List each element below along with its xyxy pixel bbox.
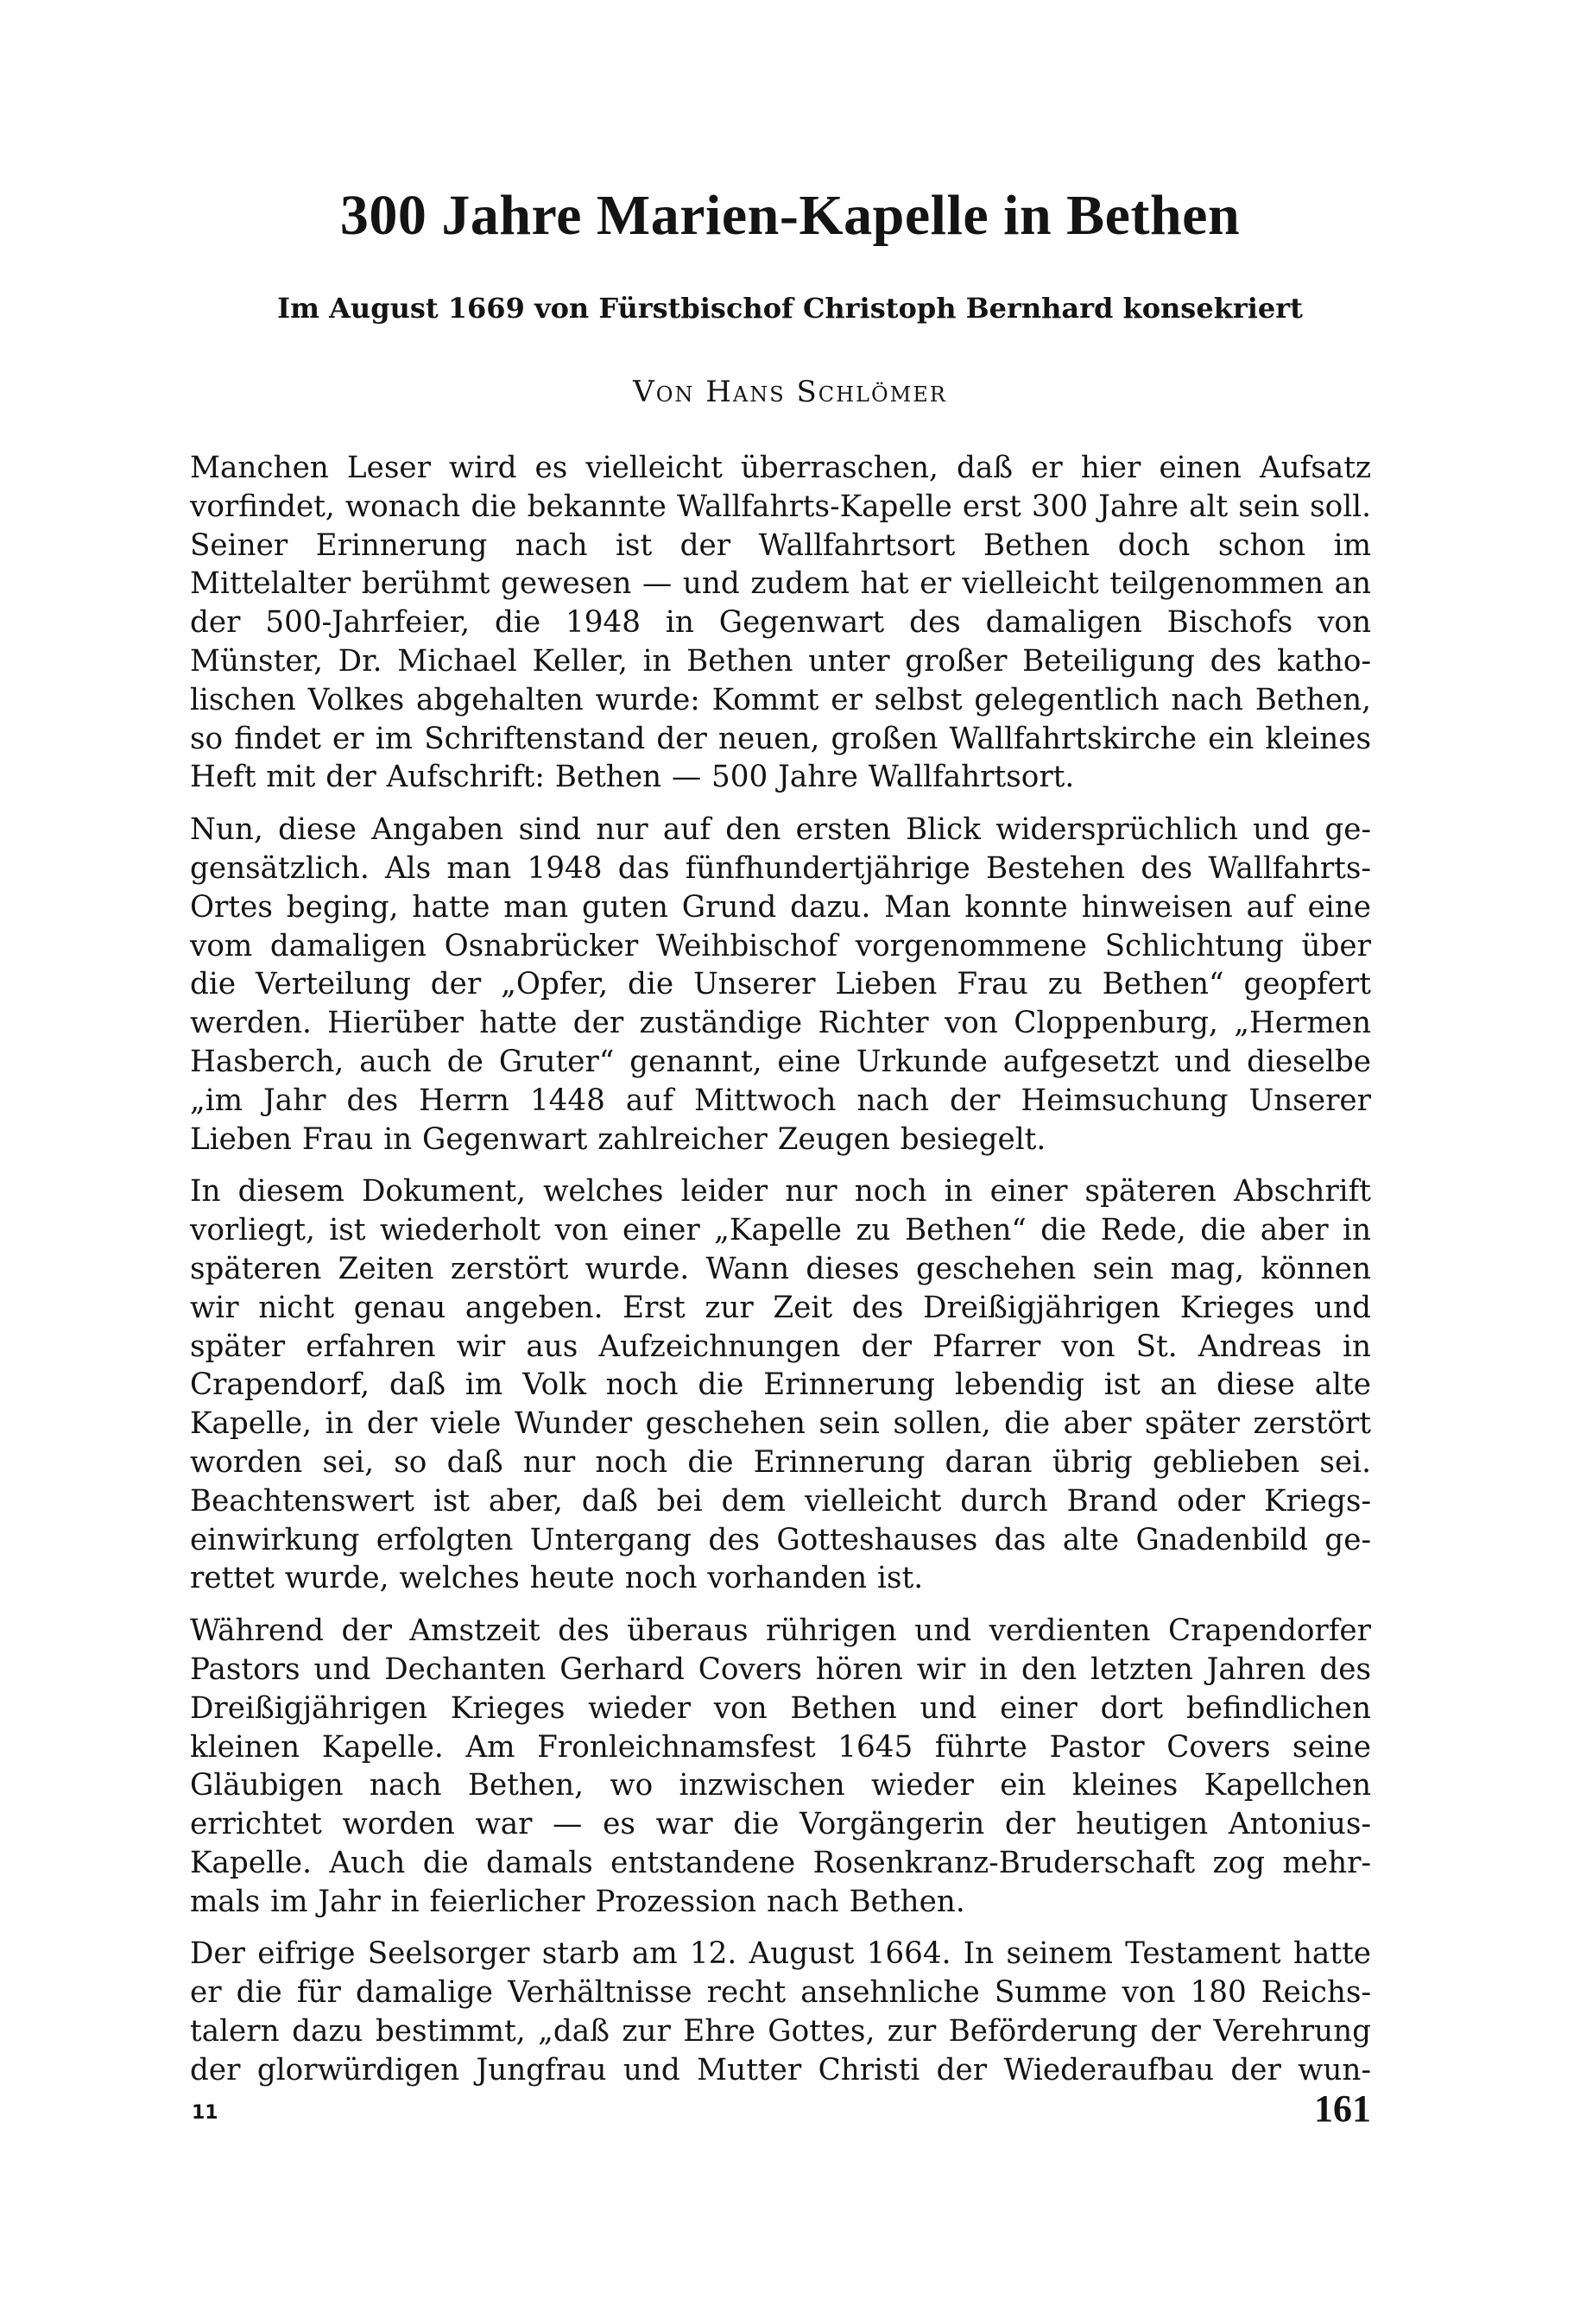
article-subtitle: Im August 1669 von Fürstbischof Christoph Bernhard konsekriert (277, 292, 1303, 325)
article-title: 300 Jahre Marien-Kapelle in Bethen (339, 184, 1241, 247)
article-author: Von Hans Schlömer (633, 375, 947, 409)
paragraph-3: In diesem Dokument, welches leider nur noch in einer späteren Abschrift vorliegt, ist wiederholt von einer „Kapelle zu Bethen“ die Rede, die aber in späteren Zeiten zerstört wurde. Wann dieses geschehen sein mag, können wir nicht genau angeben. Erst zur Zeit des Dreißigjährigen Krieges und später erfahren wir aus Aufzeichnungen der Pfarrer von St. Andreas in Crapendorf, daß im Volk noch die Erinnerung lebendig ist an diese alte Kapelle, in der viele Wunder geschehen sein sollen, die aber später zerstört worden sei, so daß nur noch die Erinnerung daran übrig geblieben sei. Beachtenswert ist aber, daß bei dem vielleicht durch Brand oder Kriegseinwirkung erfolgten Untergang des Gotteshauses das alte Gnadenbild gerettet wurde, welches heute noch vorhanden ist. (190, 1174, 1371, 1596)
article-body (190, 449, 1371, 2090)
paragraph-1: Manchen Leser wird es vielleicht überraschen, daß er hier einen Aufsatz vorfindet, wonach die bekannte Wallfahrts-Kapelle erst 300 Jahre alt sein soll. Seiner Erinnerung nach ist der Wallfahrtsort Bethen doch schon im Mittelalter berühmt gewesen — und zudem hat er vielleicht teilgenommen an der 500-Jahrfeier, die 1948 in Gegenwart des damaligen Bischofs von Münster, Dr. Michael Keller, in Bethen unter großer Beteiligung des katholischen Volkes abgehalten wurde: Kommt er selbst gelegentlich nach Bethen, so findet er im Schriftenstand der neuen, großen Wallfahrtskirche ein kleines Heft mit der Aufschrift: Bethen — 500 Jahre Wallfahrtsort. (190, 451, 1371, 795)
sheet-signature: 11 (192, 2102, 218, 2124)
page-number: 161 (1314, 2087, 1371, 2130)
paragraph-2: Nun, diese Angaben sind nur auf den ersten Blick widersprüchlich und gegensätzlich. Als man 1948 das fünfhundertjährige Bestehen des Wallfahrts-Ortes beging, hatte man guten Grund dazu. Man konnte hinweisen auf eine vom damaligen Osnabrücker Weihbischof vorgenommene Schlichtung über die Verteilung der „Opfer, die Unserer Lieben Frau zu Bethen“ geopfert werden. Hierüber hatte der zuständige Richter von Cloppenburg, „Hermen Hasberch, auch de Gruter“ genannt, eine Urkunde aufgesetzt und dieselbe „im Jahr des Herrn 1448 auf Mittwoch nach der Heimsuchung Unserer Lieben Frau in Gegenwart zahlreicher Zeugen besiegelt. (190, 812, 1371, 1157)
paragraph-5: Der eifrige Seelsorger starb am 12. August 1664. In seinem Testament hatte er die für damalige Verhältnisse recht ansehnliche Summe von 180 Reichstalern dazu bestimmt, „daß zur Ehre Gottes, zur Beförderung der Verehrung der glorwürdigen Jungfrau und Mutter Christi der Wiederaufbau der wun- (190, 1936, 1371, 2087)
paragraph-4: Während der Amstzeit des überaus rührigen und verdienten Crapendorfer Pastors und Dechanten Gerhard Covers hören wir in den letzten Jahren des Dreißigjährigen Krieges wieder von Bethen und einer dort befindlichen kleinen Kapelle. Am Fronleichnamsfest 1645 führte Pastor Covers seine Gläubigen nach Bethen, wo inzwischen wieder ein kleines Kapellchen errichtet worden war — es war die Vorgängerin der heutigen Antonius-Kapelle. Auch die damals entstandene Rosenkranz-Bruderschaft zog mehrmals im Jahr in feierlicher Prozession nach Bethen. (190, 1614, 1371, 1919)
